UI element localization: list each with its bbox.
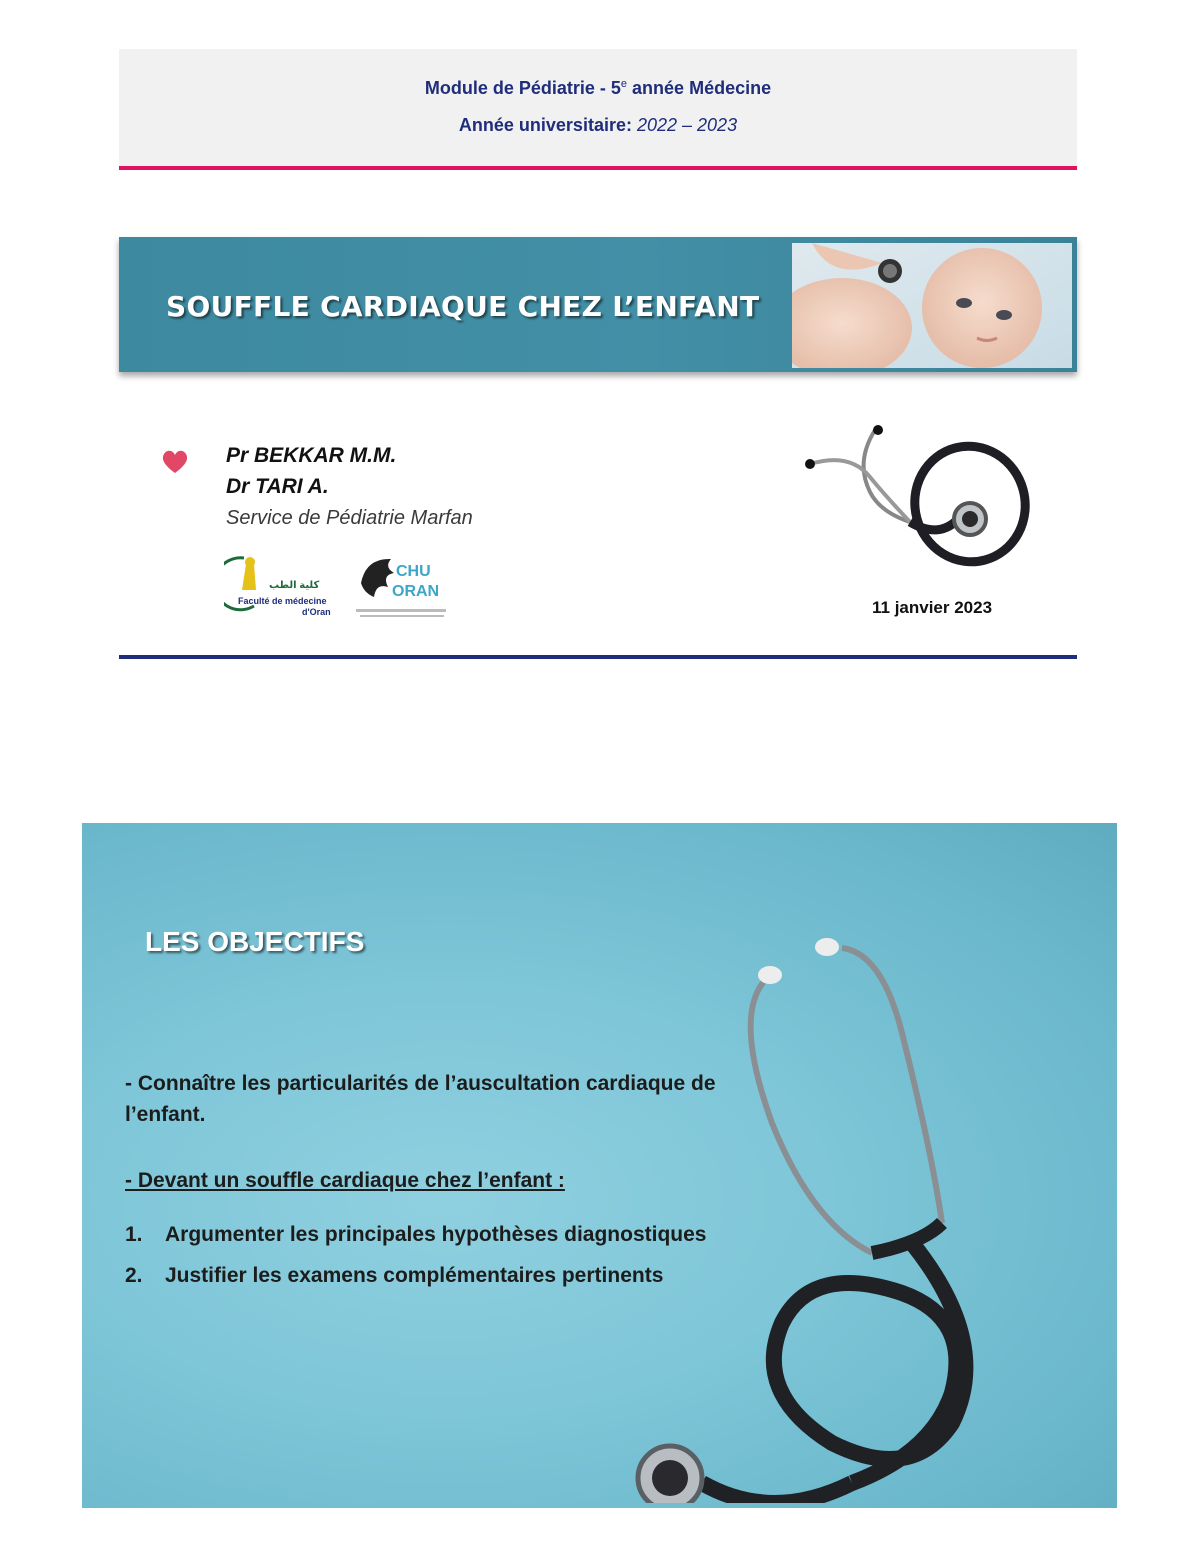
objectives-slide <box>82 823 1117 1508</box>
list-item-1-number: 1. <box>125 1223 143 1246</box>
navy-divider <box>119 655 1077 659</box>
module-sup: e <box>620 78 628 90</box>
objective-1: - Connaître les particularités de l’auscultation cardiaque de l’enfant. <box>125 1072 716 1126</box>
academic-year-line <box>119 115 1077 136</box>
year-label: Année universitaire: <box>458 115 632 135</box>
heart-icon <box>160 447 190 475</box>
year-value: 2022 – 2023 <box>636 115 738 135</box>
module-line <box>119 78 1077 99</box>
oran-text: ORAN <box>392 583 440 600</box>
document-date: 11 janvier 2023 <box>872 598 993 617</box>
document-title: SOUFFLE CARDIAQUE CHEZ L’ENFANT <box>166 290 760 323</box>
service-name: Service de Pédiatrie Marfan <box>226 507 473 529</box>
faculty-logo <box>224 550 336 622</box>
faculty-name-1: Faculté de médecine <box>238 596 327 606</box>
list-item-1-text: Argumenter les principales hypothèses diagnostiques <box>165 1223 707 1246</box>
module-suffix: année Médecine <box>627 78 772 98</box>
list-item-2-number: 2. <box>125 1264 143 1287</box>
faculty-name-2: d'Oran <box>302 607 331 617</box>
stethoscope-icon <box>800 422 1035 567</box>
baby-stethoscope-photo <box>792 243 1072 368</box>
author-2: Dr TARI A. <box>226 475 329 498</box>
objectives-title: LES OBJECTIFS <box>145 926 365 957</box>
header-box <box>119 49 1077 167</box>
chu-text: CHU <box>396 563 431 580</box>
faculty-arabic: كلية الطب <box>269 580 320 591</box>
objective-2-heading: - Devant un souffle cardiaque chez l’enfant : <box>125 1169 565 1192</box>
header-pink-rule <box>119 166 1077 170</box>
chu-oran-logo <box>356 553 448 623</box>
large-stethoscope-image <box>572 923 1092 1503</box>
module-prefix: Module de Pédiatrie - 5 <box>424 78 621 98</box>
list-item-2-text: Justifier les examens complémentaires pertinents <box>165 1264 664 1287</box>
author-1: Pr BEKKAR M.M. <box>226 444 397 467</box>
